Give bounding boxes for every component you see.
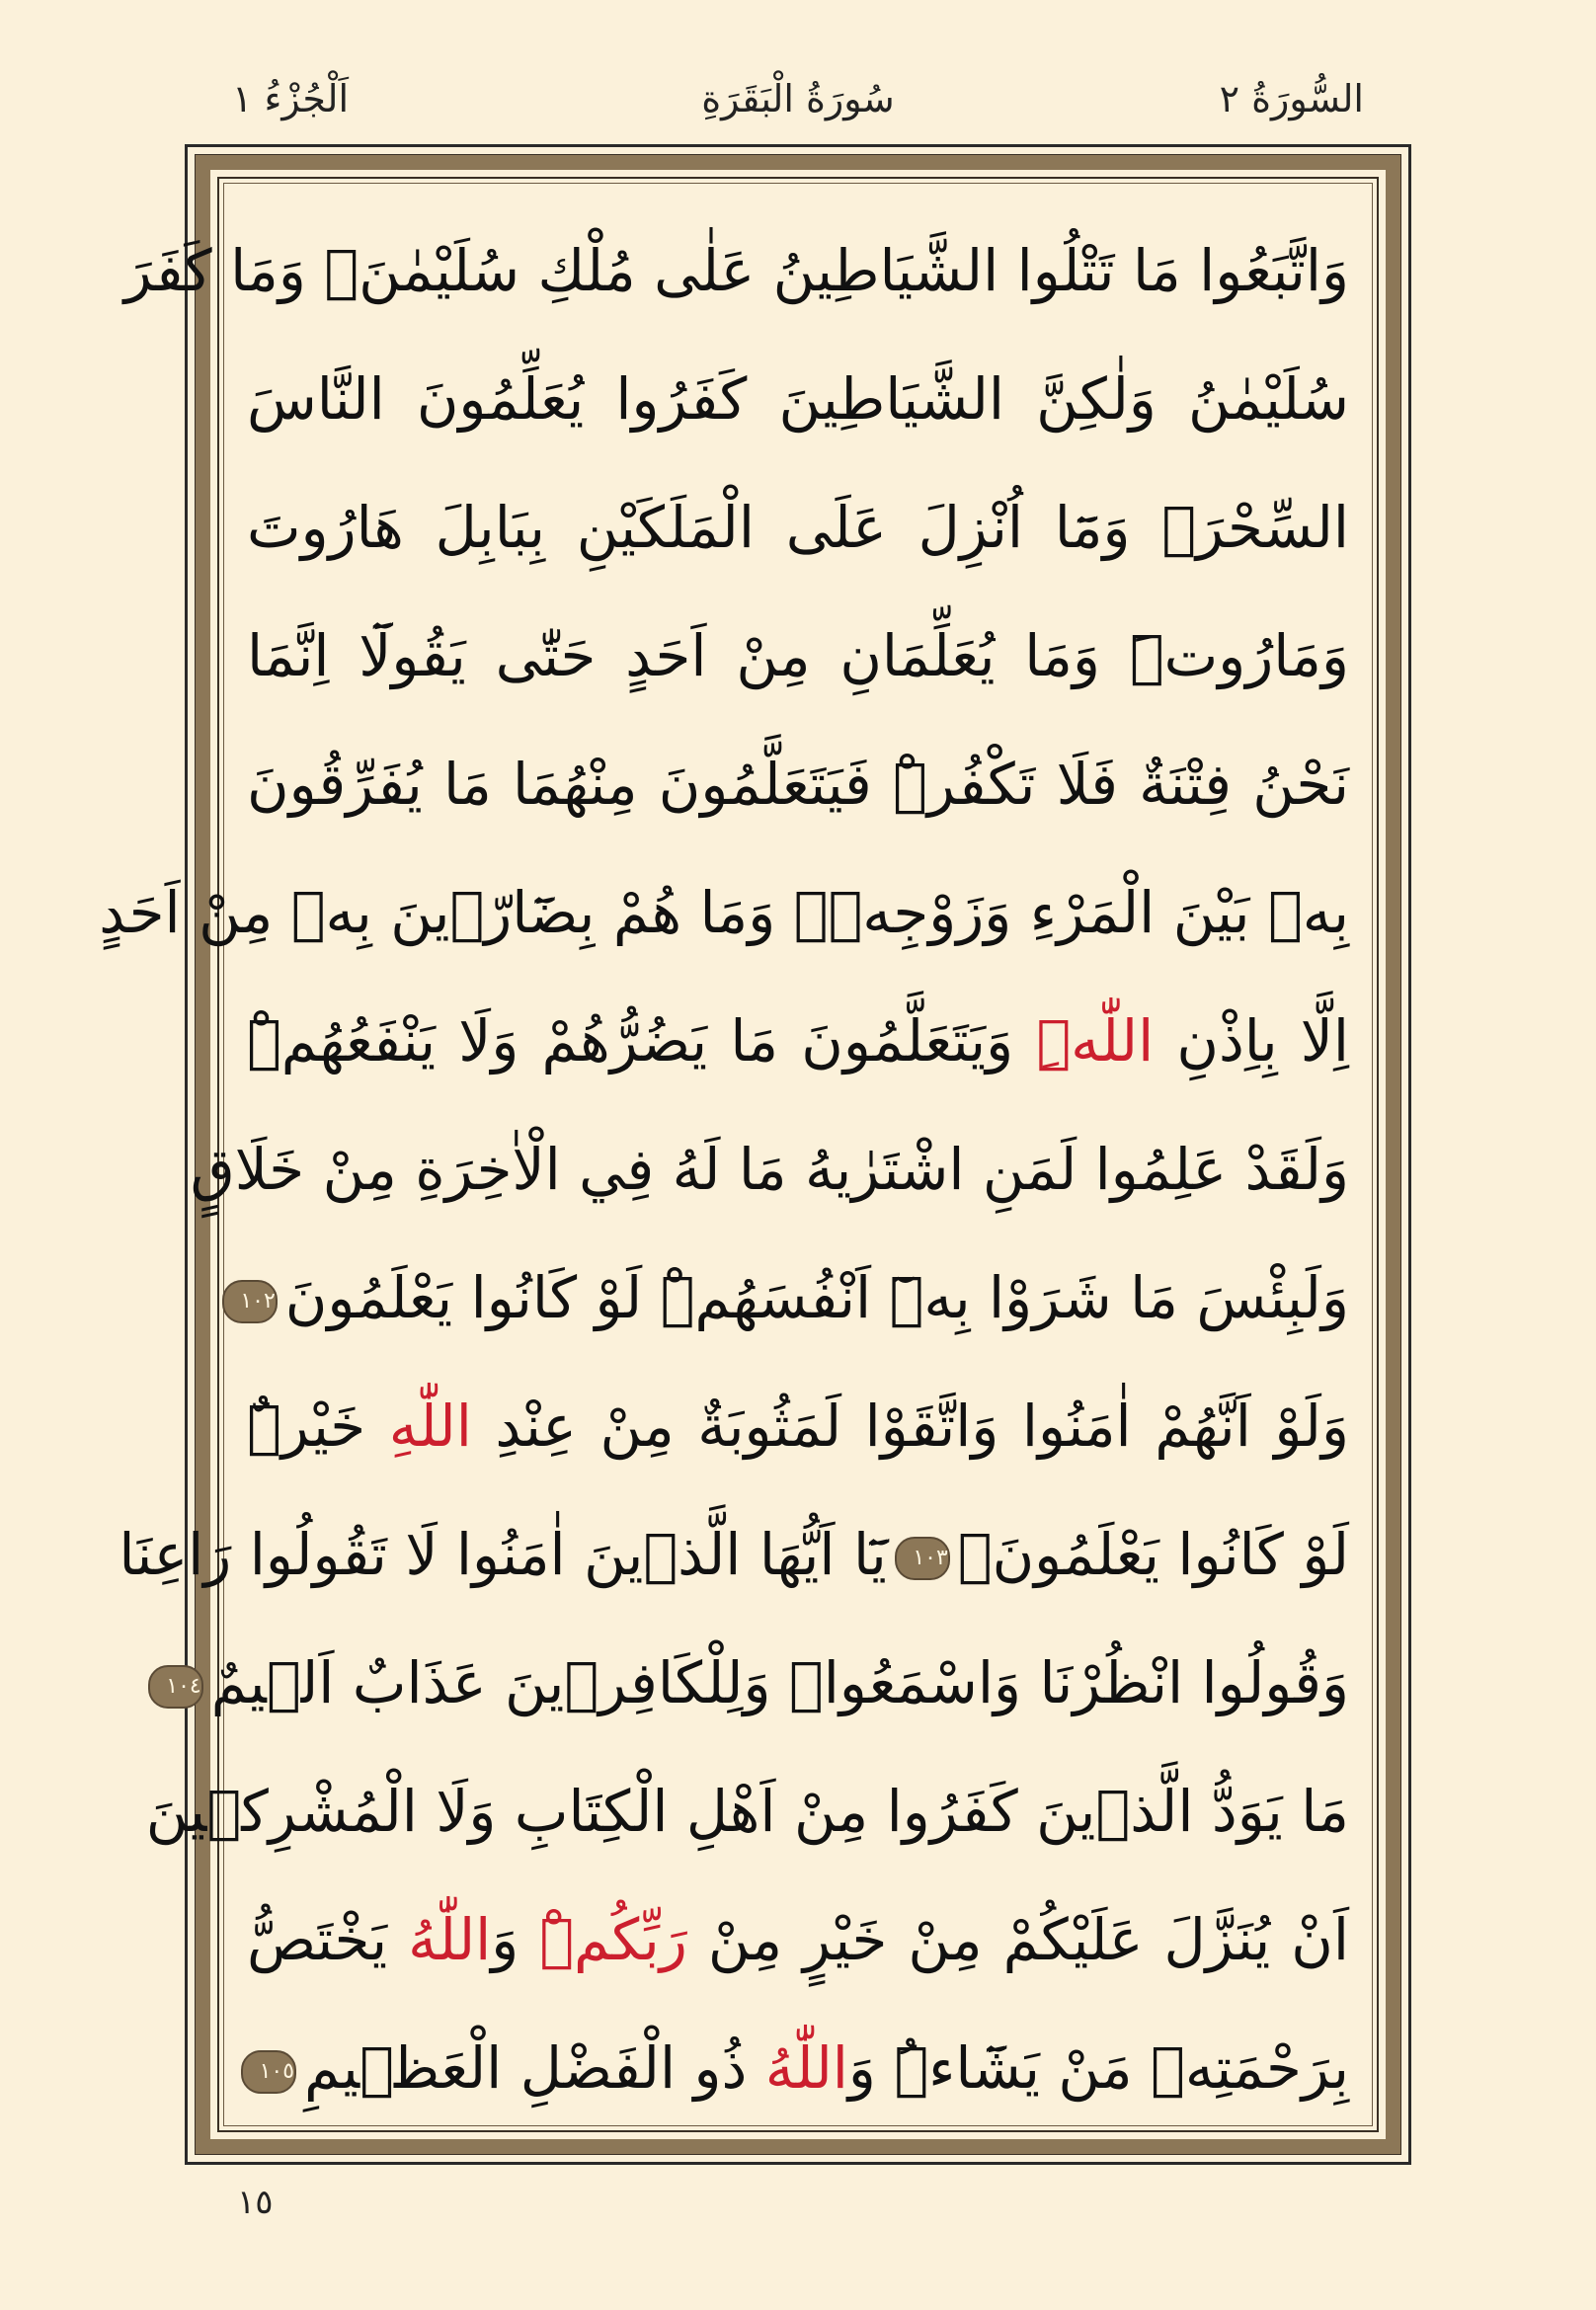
- verse-text: وَقُولُوا انْظُرْنَا وَاسْمَعُواۜ وَلِلْكَافِر۪ينَ عَذَابٌ اَل۪يمٌ: [210, 1649, 1349, 1716]
- ayah-number-marker: ١٠٢: [222, 1280, 278, 1323]
- verse-text: يَٓا اَيُّهَا الَّذ۪ينَ اٰمَنُوا لَا تَقُولُوا رَاعِنَا: [119, 1521, 887, 1588]
- verse-text: يَخْتَصُّ: [247, 1906, 409, 1973]
- verse-line: [247, 1362, 1349, 1490]
- verse-line: [166, 1619, 1349, 1747]
- verse-text: ذُو الْفَضْلِ الْعَظ۪يمِ: [304, 2034, 765, 2102]
- verse-line: [247, 977, 1349, 1105]
- verse-text: اَنْ يُنَزَّلَ عَلَيْكُمْ مِنْ خَيْرٍ مِنْ: [686, 1906, 1349, 1973]
- verse-text: خَيْرٌۜ: [247, 1393, 389, 1460]
- divine-name-text: رَبِّكُمْۜ: [539, 1906, 687, 1973]
- verse-line: [247, 720, 1349, 848]
- page-number: ١٥: [237, 2183, 274, 2222]
- page-frame: [99, 144, 1411, 2165]
- verse-text: وَلَقَدْ عَلِمُوا لَمَنِ اشْتَرٰيهُ مَا لَهُ فِي الْاٰخِرَةِ مِنْ خَلَاقٍ: [190, 1136, 1349, 1203]
- verse-text: بِرَحْمَتِه۪ مَنْ يَشَٓاءُۜ وَ: [847, 2034, 1349, 2102]
- divine-name-text: اللّٰهُ: [408, 1906, 492, 1973]
- verse-line: [190, 1105, 1349, 1234]
- verse-text: وَمَارُوتَۜ وَمَا يُعَلِّمَانِ مِنْ اَحَدٍ حَتّٰى يَقُولَٓا اِنَّمَا: [247, 622, 1349, 689]
- ayah-number-marker: ١٠٣: [895, 1537, 950, 1580]
- verse-line: [247, 463, 1349, 592]
- juz-label: اَلْجُزْءُ ١: [232, 77, 350, 120]
- surah-number-label: السُّورَةُ ٢: [1219, 77, 1364, 120]
- verse-text: مَا يَوَدُّ الَّذ۪ينَ كَفَرُوا مِنْ اَهْلِ الْكِتَابِ وَلَا الْمُشْرِك۪ينَ: [145, 1778, 1349, 1845]
- divine-name-text: اللّٰهُ: [764, 2034, 848, 2102]
- verse-text: نَحْنُ فِتْنَةٌ فَلَا تَكْفُرْۜ فَيَتَعَلَّمُونَ مِنْهُمَا مَا يُفَرِّقُونَ: [247, 751, 1349, 818]
- verse-text: سُلَيْمٰنُ وَلٰكِنَّ الشَّيَاطِينَ كَفَرُوا يُعَلِّمُونَ النَّاسَ: [247, 365, 1349, 433]
- verse-text: لَوْ كَانُوا يَعْلَمُونَ۟: [957, 1521, 1349, 1588]
- verse-line: [247, 335, 1349, 463]
- page-header: [0, 69, 1596, 128]
- verse-line: [123, 206, 1349, 335]
- verse-text: وَاتَّبَعُوا مَا تَتْلُوا الشَّيَاطِينُ عَلٰى مُلْكِ سُلَيْمٰنَۚ وَمَا كَفَرَ: [123, 237, 1349, 304]
- verse-text: السِّحْرَۗ وَمَٓا اُنْزِلَ عَلَى الْمَلَكَيْنِ بِبَابِلَ هَارُوتَ: [247, 494, 1349, 561]
- verse-text: وَلَوْ اَنَّهُمْ اٰمَنُوا وَاتَّقَوْا لَمَثُوبَةٌ مِنْ عِنْدِ: [471, 1393, 1349, 1460]
- quran-text-block: [99, 206, 1349, 2103]
- verse-text: بِهٖ بَيْنَ الْمَرْءِ وَزَوْجِهٖۜ وَمَا هُمْ بِضَٓارّٖينَ بِهٖ مِنْ اَحَدٍ: [99, 879, 1349, 946]
- verse-text: وَلَبِئْسَ مَا شَرَوْا بِهٖٓ اَنْفُسَهُمْۜ لَوْ كَانُوا يَعْلَمُونَ: [284, 1264, 1349, 1331]
- verse-line: [119, 1490, 1349, 1619]
- surah-name-title: سُورَةُ الْبَقَرَةِ: [701, 77, 895, 120]
- ayah-number-marker: ١٠٤: [148, 1665, 203, 1709]
- verse-line: [247, 592, 1349, 720]
- verse-line: [240, 1234, 1349, 1362]
- verse-line: [247, 1875, 1349, 2004]
- ayah-number-marker: ١٠٥: [241, 2050, 296, 2094]
- verse-line: [99, 848, 1349, 977]
- divine-name-text: اللّٰهِ: [388, 1393, 472, 1460]
- verse-text: اِلَّا بِاِذْنِ: [1154, 1007, 1349, 1075]
- verse-line: [145, 1747, 1349, 1875]
- verse-text: وَيَتَعَلَّمُونَ مَا يَضُرُّهُمْ وَلَا يَنْفَعُهُمْۜ: [247, 1007, 1037, 1075]
- divine-name-text: اللّٰهِۜ: [1036, 1007, 1155, 1075]
- verse-line: [247, 2004, 1349, 2132]
- verse-text: وَ: [491, 1906, 540, 1973]
